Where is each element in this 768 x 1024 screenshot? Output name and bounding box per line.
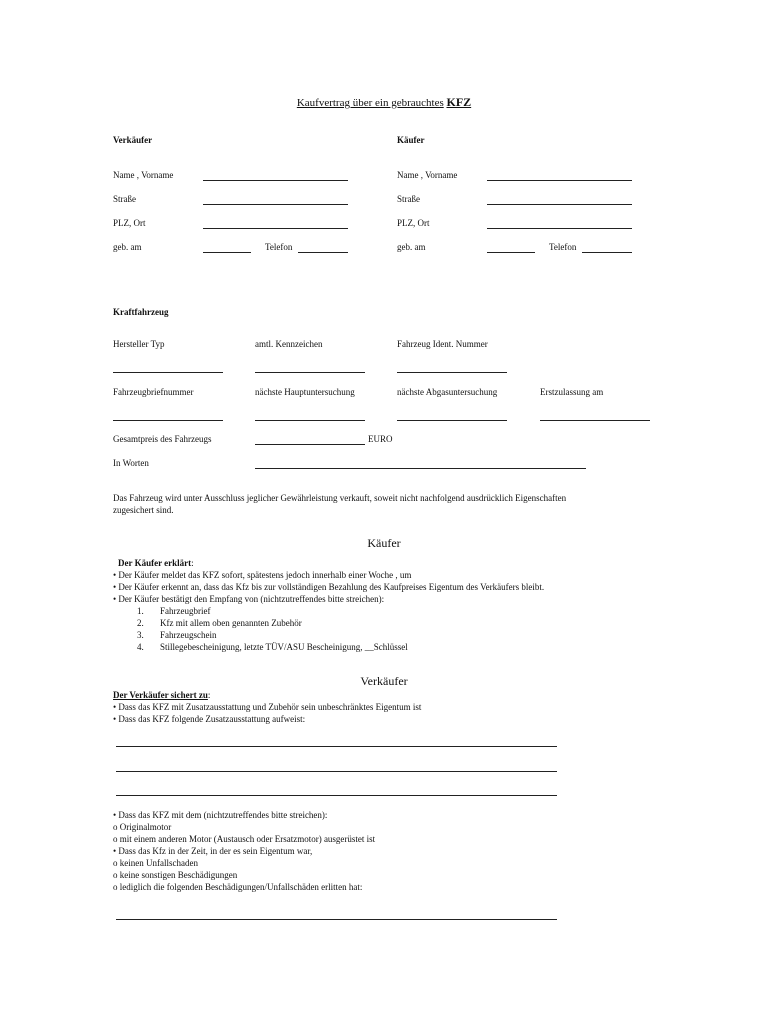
buyer-declares-text: Der Käufer erklärt [118, 558, 192, 568]
condition-line: o mit einem anderen Motor (Austausch oder Ersatzmotor) ausgerüstet ist [113, 834, 376, 844]
equipment-line-2[interactable] [116, 771, 557, 772]
seller-phone-label: Telefon [265, 242, 293, 252]
seller-section-heading: Verkäufer [360, 674, 408, 688]
inspection-label: nächste Hauptuntersuchung [255, 387, 355, 397]
vehicle-heading: Kraftfahrzeug [113, 307, 169, 317]
buyer-street-field[interactable] [487, 204, 632, 205]
seller-plz-label: PLZ, Ort [113, 218, 146, 228]
condition-line: • Dass das Kfz in der Zeit, in der es sein Eigentum war, [113, 846, 313, 856]
buyer-phone-field[interactable] [582, 252, 632, 253]
condition-line: o lediglich die folgenden Beschädigungen/Unfallschäden erlitten hat: [113, 882, 363, 892]
buyer-street-label: Straße [397, 194, 420, 204]
price-label: Gesamtpreis des Fahrzeugs [113, 434, 212, 444]
vin-field[interactable] [397, 372, 507, 373]
seller-plz-field[interactable] [203, 228, 348, 229]
seller-assures-text: Der Verkäufer sichert zu [113, 690, 208, 700]
plate-label: amtl. Kennzeichen [255, 339, 323, 349]
document-title [0, 95, 768, 110]
buyer-bullet-1: • Der Käufer meldet das KFZ sofort, spätestens jedoch innerhalb einer Woche , um [113, 570, 412, 580]
inspection-field[interactable] [255, 420, 365, 421]
plate-field[interactable] [255, 372, 365, 373]
seller-assures [113, 690, 210, 701]
seller-bullet-1: • Dass das KFZ mit Zusatzausstattung und Zubehör sein unbeschränktes Eigentum ist [113, 702, 422, 712]
seller-heading: Verkäufer [113, 135, 153, 145]
emission-label: nächste Abgasuntersuchung [397, 387, 498, 397]
buyer-bullet-2: • Der Käufer erkennt an, dass das Kfz bis zur vollständigen Bezahlung des Kaufpreises Eigentum des Verkäufers bleibt. [113, 582, 545, 592]
emission-field[interactable] [397, 420, 507, 421]
price-field[interactable] [255, 444, 365, 445]
numbered-item-num: 3. [137, 630, 144, 640]
numbered-item-num: 2. [137, 618, 144, 628]
condition-line: o keine sonstigen Beschädigungen [113, 870, 238, 880]
condition-line: o keinen Unfallschaden [113, 858, 198, 868]
buyer-plz-label: PLZ, Ort [397, 218, 430, 228]
condition-line: • Dass das KFZ mit dem (nichtzutreffendes bitte streichen): [113, 810, 328, 820]
numbered-item-num: 4. [137, 642, 144, 652]
buyer-birth-field[interactable] [487, 252, 535, 253]
buyer-heading: Käufer [397, 135, 425, 145]
buyer-phone-label: Telefon [549, 242, 577, 252]
document-title-bold: KFZ [446, 95, 472, 109]
buyer-birth-label: geb. am [397, 242, 426, 252]
vin-label: Fahrzeug Ident. Nummer [397, 339, 488, 349]
numbered-item-text: Stillegebescheinigung, letzte TÜV/ASU Bescheinigung, __Schlüssel [160, 642, 408, 652]
seller-name-label: Name , Vorname [113, 170, 174, 180]
seller-bullet-2: • Dass das KFZ folgende Zusatzausstattung aufweist: [113, 714, 306, 724]
seller-name-field[interactable] [203, 180, 348, 181]
numbered-item-text: Fahrzeugschein [160, 630, 217, 640]
currency-label: EURO [368, 434, 393, 444]
numbered-item-text: Kfz mit allem oben genannten Zubehör [160, 618, 302, 628]
seller-assures-colon: : [207, 690, 211, 700]
document-title-prefix: Kaufvertrag über ein gebrauchtes [296, 97, 444, 109]
words-label: In Worten [113, 458, 149, 468]
manufacturer-label: Hersteller Typ [113, 339, 165, 349]
condition-line: o Originalmotor [113, 822, 172, 832]
regdoc-label: Fahrzeugbriefnummer [113, 387, 194, 397]
numbered-item-num: 1. [137, 606, 144, 616]
words-field[interactable] [255, 468, 586, 469]
buyer-plz-field[interactable] [487, 228, 632, 229]
disclaimer-line-1: Das Fahrzeug wird unter Ausschluss jeglicher Gewährleistung verkauft, soweit nicht nachfolgend ausdrücklich Eigenschaften [113, 493, 567, 503]
first-reg-label: Erstzulassung am [540, 387, 604, 397]
equipment-line-1[interactable] [116, 746, 557, 747]
seller-birth-label: geb. am [113, 242, 142, 252]
regdoc-field[interactable] [113, 420, 223, 421]
manufacturer-field[interactable] [113, 372, 223, 373]
damage-line[interactable] [116, 919, 557, 920]
first-reg-field[interactable] [540, 420, 650, 421]
buyer-name-field[interactable] [487, 180, 632, 181]
numbered-item-text: Fahrzeugbrief [160, 606, 211, 616]
seller-street-field[interactable] [203, 204, 348, 205]
seller-birth-field[interactable] [203, 252, 251, 253]
equipment-line-3[interactable] [116, 795, 557, 796]
disclaimer-line-2: zugesichert sind. [113, 505, 174, 515]
buyer-name-label: Name , Vorname [397, 170, 458, 180]
seller-phone-field[interactable] [298, 252, 348, 253]
buyer-declares-colon: : [191, 558, 194, 568]
seller-street-label: Straße [113, 194, 136, 204]
buyer-section-heading: Käufer [367, 536, 401, 550]
buyer-declares [118, 558, 194, 569]
buyer-bullet-3: • Der Käufer bestätigt den Empfang von (nichtzutreffendes bitte streichen): [113, 594, 385, 604]
